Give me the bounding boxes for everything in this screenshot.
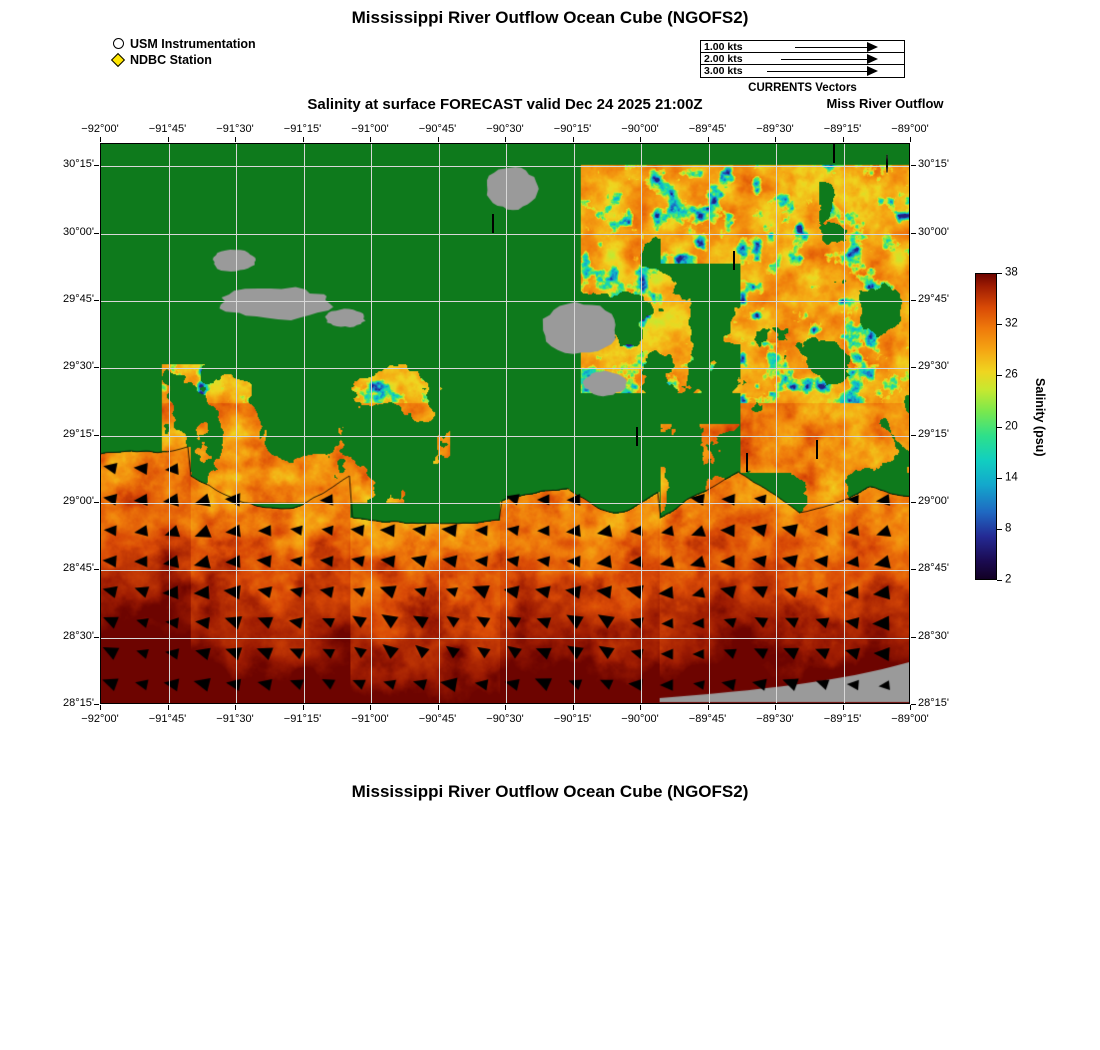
y-axis-tick [94, 367, 99, 368]
x-axis-tick-label: −91°00' [351, 123, 389, 135]
ndbc-station-marker[interactable] [636, 428, 638, 446]
x-axis-tick-label: −91°45' [148, 123, 187, 135]
y-axis-tick-label: 29°45' [63, 293, 94, 306]
gridline-horizontal [101, 638, 909, 639]
x-axis-tick [438, 705, 439, 710]
x-axis-tick-label: −91°30' [216, 713, 254, 725]
x-axis-tick-label: −90°45' [418, 713, 457, 725]
ndbc-station-marker[interactable] [733, 252, 735, 270]
y-axis-tick-label: 30°15' [63, 158, 94, 171]
x-axis-tick-label: −91°45' [148, 713, 187, 725]
x-axis-tick [775, 705, 776, 710]
usm-station-marker[interactable] [886, 155, 888, 173]
y-axis-tick [94, 569, 99, 570]
gridline-horizontal [101, 503, 909, 504]
x-axis-tick-label: −90°15' [553, 713, 592, 725]
white-circle-icon [108, 36, 128, 51]
y-axis-tick-label: 30°15' [918, 158, 949, 171]
x-axis-tick-label: −92°00' [81, 713, 119, 725]
map-subtitle: Salinity at surface FORECAST valid Dec 24 2025 21:00Z [307, 96, 703, 113]
x-axis-tick [708, 705, 709, 710]
y-axis-tick-label: 28°15' [63, 697, 94, 709]
gridline-horizontal [101, 436, 909, 437]
salinity-field-canvas [101, 144, 909, 703]
colorbar-tick [997, 478, 1002, 479]
x-axis-tick [235, 705, 236, 710]
y-axis-tick [94, 502, 99, 503]
x-axis-tick [910, 705, 911, 710]
y-axis-tick [911, 367, 916, 368]
y-axis-tick-label: 28°15' [918, 697, 949, 709]
colorbar-tick [997, 427, 1002, 428]
x-axis-tick-label: −90°45' [418, 123, 457, 135]
gridline-vertical [169, 144, 170, 703]
y-axis-tick-label: 28°30' [63, 629, 94, 642]
x-axis-tick-label: −91°15' [283, 713, 322, 725]
gridline-vertical [574, 144, 575, 703]
x-axis-tick-label: −90°00' [621, 713, 659, 725]
vector-key-row [701, 65, 904, 77]
y-axis-tick-label: 30°00' [918, 225, 949, 238]
vector-key-row [701, 53, 904, 65]
x-axis-tick [573, 705, 574, 710]
y-axis-tick-label: 29°15' [918, 427, 949, 440]
x-axis-tick-label: −91°00' [351, 713, 389, 725]
y-axis-tick-label: 29°00' [918, 495, 949, 508]
gridline-vertical [641, 144, 642, 703]
x-axis-tick-label: −89°15' [823, 713, 862, 725]
vector-key-label: 3.00 kts [704, 65, 743, 77]
vector-key-label: 2.00 kts [704, 53, 743, 65]
map-plot-area[interactable] [100, 143, 910, 704]
vector-key-row [701, 41, 904, 53]
x-axis-tick [370, 137, 371, 142]
x-axis-tick-label: −90°30' [486, 713, 524, 725]
y-axis-tick-label: 29°30' [918, 360, 949, 373]
legend-item-usm [108, 36, 256, 51]
gridline-vertical [844, 144, 845, 703]
x-axis-tick [775, 137, 776, 142]
colorbar-tick-label: 14 [1005, 470, 1018, 483]
y-axis-tick [911, 704, 916, 705]
y-axis-tick [911, 233, 916, 234]
y-axis-tick [94, 165, 99, 166]
y-axis-tick [911, 502, 916, 503]
colorbar-tick [997, 580, 1002, 581]
x-axis-tick [843, 705, 844, 710]
x-axis-tick [640, 137, 641, 142]
y-axis-tick-label: 28°30' [918, 629, 949, 642]
colorbar-tick-label: 38 [1005, 266, 1018, 279]
gridline-vertical [371, 144, 372, 703]
x-axis-tick-label: −89°45' [688, 713, 727, 725]
gridline-horizontal [101, 166, 909, 167]
y-axis-tick-label: 29°00' [63, 495, 94, 508]
x-axis-tick [708, 137, 709, 142]
x-axis-tick [235, 137, 236, 142]
x-axis-tick [505, 705, 506, 710]
x-axis-tick [100, 137, 101, 142]
x-axis-tick-label: −90°00' [621, 123, 659, 135]
legend-item-label: USM Instrumentation [130, 36, 256, 51]
x-axis-tick-label: −89°15' [823, 123, 862, 135]
gridline-vertical [506, 144, 507, 703]
gridline-vertical [439, 144, 440, 703]
legend-item-ndbc [108, 52, 256, 67]
gridline-horizontal [101, 234, 909, 235]
colorbar-tick [997, 375, 1002, 376]
colorbar-tick-label: 8 [1005, 522, 1012, 535]
marker-legend [108, 36, 256, 68]
x-axis-tick [438, 137, 439, 142]
ndbc-station-marker[interactable] [833, 145, 835, 163]
colorbar-tick-label: 20 [1005, 419, 1018, 432]
x-axis-tick [100, 705, 101, 710]
x-axis-tick [843, 137, 844, 142]
y-axis-tick-label: 29°15' [63, 427, 94, 440]
vector-key-label: 1.00 kts [704, 41, 743, 53]
colorbar-title: Salinity (psu) [1033, 378, 1047, 457]
x-axis-tick [303, 705, 304, 710]
y-axis-tick [911, 569, 916, 570]
gridline-horizontal [101, 570, 909, 571]
y-axis-tick [911, 637, 916, 638]
x-axis-tick-label: −89°30' [756, 123, 794, 135]
colorbar-gradient [975, 273, 997, 580]
y-axis-tick [94, 704, 99, 705]
currents-vector-key [700, 40, 905, 78]
y-axis-tick [911, 300, 916, 301]
y-axis-tick-label: 28°45' [918, 562, 949, 575]
colorbar-tick [997, 324, 1002, 325]
colorbar-tick-label: 32 [1005, 317, 1018, 330]
gridline-horizontal [101, 368, 909, 369]
x-axis-tick-label: −89°30' [756, 713, 794, 725]
x-axis-tick-label: −89°00' [891, 713, 929, 725]
yellow-diamond-icon [108, 52, 128, 67]
legend-item-label: NDBC Station [130, 52, 212, 67]
x-axis-tick [168, 705, 169, 710]
yellow-diamond-icon [746, 453, 748, 472]
yellow-diamond-icon [816, 440, 818, 459]
x-axis-tick [303, 137, 304, 142]
x-axis-tick-label: −91°15' [283, 123, 322, 135]
vector-key-caption: CURRENTS Vectors [748, 82, 857, 94]
gridline-horizontal [101, 301, 909, 302]
x-axis-tick [168, 137, 169, 142]
yellow-diamond-icon [636, 427, 638, 446]
y-axis-tick-label: 29°30' [63, 360, 94, 373]
x-axis-tick-label: −91°30' [216, 123, 254, 135]
x-axis-tick-label: −92°00' [81, 123, 119, 135]
x-axis-tick [573, 137, 574, 142]
ndbc-station-marker[interactable] [492, 215, 494, 233]
x-axis-tick-label: −90°15' [553, 123, 592, 135]
white-circle-icon [886, 154, 888, 173]
gridline-vertical [236, 144, 237, 703]
colorbar-tick-label: 2 [1005, 573, 1012, 586]
y-axis-tick [911, 435, 916, 436]
y-axis-tick-label: 29°45' [918, 293, 949, 306]
gridline-vertical [304, 144, 305, 703]
y-axis-tick-label: 28°45' [63, 562, 94, 575]
x-axis-tick-label: −89°00' [891, 123, 929, 135]
y-axis-tick [94, 300, 99, 301]
gridline-vertical [776, 144, 777, 703]
y-axis-tick-label: 30°00' [63, 225, 94, 238]
yellow-diamond-icon [733, 251, 735, 270]
colorbar-tick [997, 529, 1002, 530]
yellow-diamond-icon [492, 214, 494, 233]
y-axis-tick [94, 637, 99, 638]
x-axis-tick [370, 705, 371, 710]
outflow-label: Miss River Outflow [826, 96, 944, 111]
y-axis-tick [94, 233, 99, 234]
colorbar-tick [997, 273, 1002, 274]
gridline-vertical [709, 144, 710, 703]
y-axis-tick [911, 165, 916, 166]
x-axis-tick [505, 137, 506, 142]
page-title: Mississippi River Outflow Ocean Cube (NGOFS2) [351, 8, 749, 27]
yellow-diamond-icon [833, 144, 835, 163]
ndbc-station-marker[interactable] [746, 454, 748, 472]
x-axis-tick-label: −90°30' [486, 123, 524, 135]
bottom-title: Mississippi River Outflow Ocean Cube (NGOFS2) [351, 782, 749, 801]
ndbc-station-marker[interactable] [816, 441, 818, 459]
y-axis-tick [94, 435, 99, 436]
x-axis-tick [640, 705, 641, 710]
x-axis-tick-label: −89°45' [688, 123, 727, 135]
colorbar-tick-label: 26 [1005, 368, 1018, 381]
x-axis-tick [910, 137, 911, 142]
